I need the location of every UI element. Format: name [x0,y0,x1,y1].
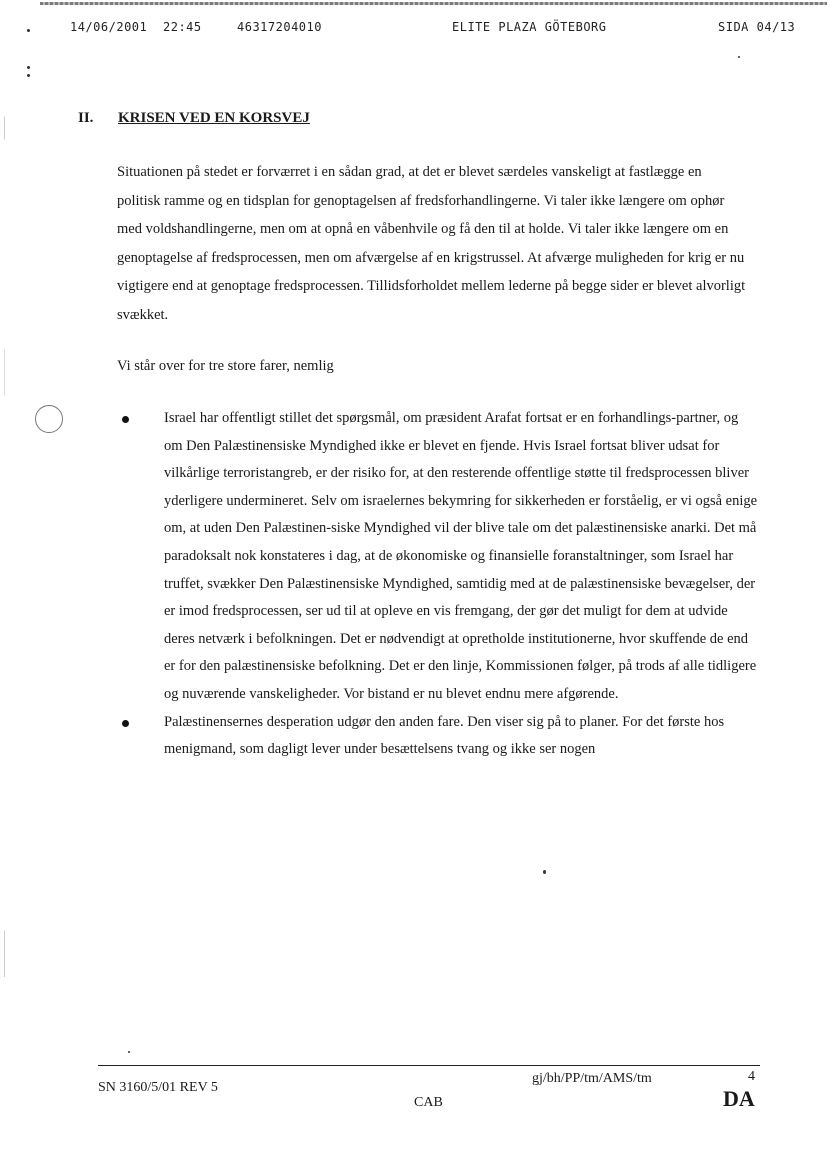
dangers-list [118,405,758,764]
list-item [118,405,758,709]
scan-speck [738,56,740,58]
scan-speck [543,870,546,874]
list-item [118,709,758,764]
fax-number: 46317204010 [237,20,322,34]
scan-speck [27,66,30,69]
paragraph-situation: Situationen på stedet er forværret i en sådan grad, at det er blevet særdeles vanskeligt at fastlægge en politisk ramme og en tidsplan for genoptagelsen af fredsforhandlingerne. Vi taler ikke længere om ophør med voldshandlingerne, men om at opnå en våbenhvile og få den til at holde. Vi taler ikke længere om en genoptagelse af fredsprocessen, men om afværgelse af en krigstrussel. At afværge muligheden for krig er nu vigtigere end at genoptage fredsprocessen. Tillidsforholdet mellem lederne på begge sider er blevet alvorligt svækket. [117,164,746,323]
scan-margin-artifact [4,0,5,1163]
hole-punch-mark [35,405,63,433]
fax-page-indicator: SIDA 04/13 [718,20,796,34]
section-numeral: II. [78,110,94,126]
page-number: 4 [748,1069,755,1084]
list-item-text: Israel har offentligt stillet det spørgsmål, om præsident Arafat fortsat er en forhandlings-partner, og om Den Palæstinensiske Myndighed ikke er blevet en fjende. Hvis Israel fortsat bliver udsat for vilkårlige terroristangreb, er der risiko for, at den resterende offentlige støtte til fredsprocessen bliver yderligere undermineret. Selv om israelernes bekymring for sikkerheden er forståelig, er vi også enige om, at uden Den Palæstinen-siske Myndighed vil der blive tale om det palæstinensiske anarki. Det må paradoksalt nok konstateres i dag, at de økonomiske og finansielle foranstaltninger, som Israel har truffet, svækker Den Palæstinensiske Myndighed, samtidig med at de palæstinensiske bevægelser, der er imod fredsprocessen, ser ud til at opleve en vis fremgang, der gør det muligt for dem at udvide deres netværk i befolkningen. Det er nødvendigt at opretholde institutionerne, hvor skuffende de end er for den palæstinensiske befolkning. Det er den linje, Kommissionen følger, på trods af alle tidligere og nuværende vanskeligheder. Vor bistand er nu blevet endnu mere afgørende. [164,410,758,702]
fax-header [0,20,827,40]
dangers-intro: Vi står over for tre store farer, nemlig [117,358,334,374]
fax-time: 22:45 [163,20,202,34]
fax-sender: ELITE PLAZA GÖTEBORG [452,20,607,34]
scan-speck [27,29,30,32]
language-code: DA [723,1086,755,1111]
fax-date: 14/06/2001 [70,20,148,34]
section-title: KRISEN VED EN KORSVEJ [118,110,310,126]
list-item-text: Palæstinensernes desperation udgør den anden fare. Den viser sig på to planer. For det første hos menigmand, som dagligt lever under besættelsens tvang og ikke ser nogen [164,713,725,758]
bullet-icon [122,720,129,727]
document-reference: SN 3160/5/01 REV 5 [98,1080,218,1095]
bullet-icon [122,416,129,423]
scan-speck [128,1051,130,1053]
scan-speck [27,74,30,77]
footer-rule [98,1065,760,1066]
fax-top-rule [40,2,827,5]
author-initials: gj/bh/PP/tm/AMS/tm [532,1071,652,1086]
unit-code: CAB [414,1095,443,1110]
